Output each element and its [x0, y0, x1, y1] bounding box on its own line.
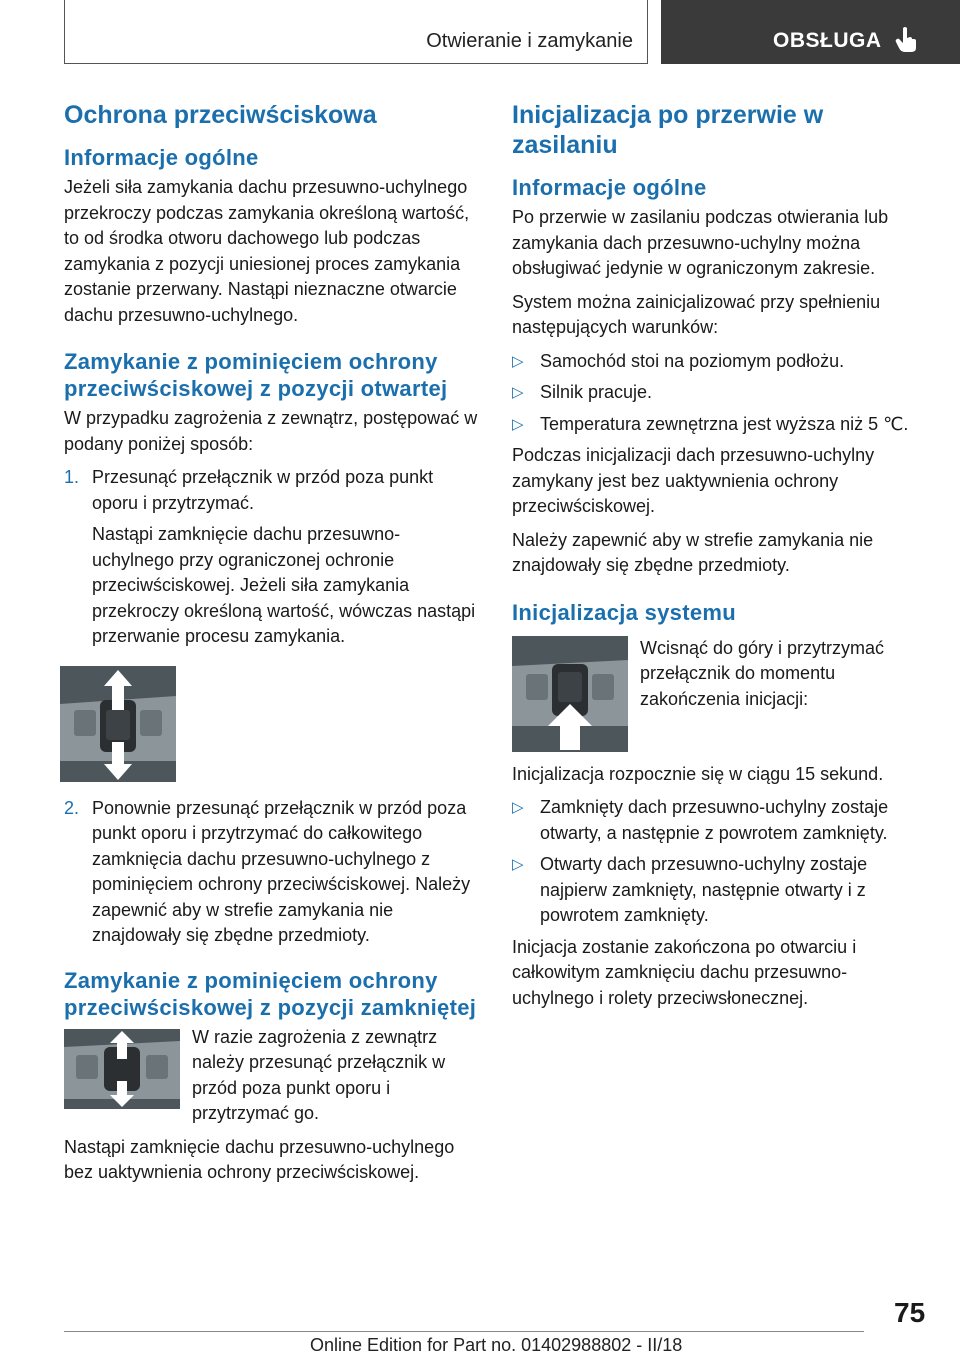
condition-item: ▷ Temperatura zewnętrzna jest wyższa niż 5 ℃. [512, 412, 928, 438]
bullet-triangle-icon: ▷ [512, 799, 524, 816]
switch-photo-closed [64, 1029, 180, 1109]
steps-list-2 [64, 796, 480, 949]
step-number: 2. [64, 797, 80, 818]
result-item: ▷ Zamknięty dach przesuwno-uchylny zostaje otwarty, a następnie z powrotem zamknięty. [512, 797, 889, 843]
result-item: ▷ Otwarty dach przesuwno-uchylny zostaje najpierw zamknięty, następnie otwarty i z powrotem zamknięty. [512, 854, 868, 925]
system-init-instruction: Wcisnąć do góry i przytrzymać przełącznik do momentu zakończenia inicjacji: [640, 637, 885, 709]
step-item [64, 465, 480, 650]
steps-list [64, 465, 480, 650]
step-item [64, 796, 480, 949]
initialization-note: Podczas inicjalizacji dach przesuwno-uchylny zamykany jest bez uaktywnienia ochrony przeciwściskowej. [512, 445, 875, 516]
power-loss-text: Po przerwie w zasilaniu podczas otwierania lub zamykania dach przesuwno-uchylny można obsługiwać jedynie w ograniczonym zakresie. [512, 207, 889, 278]
page-number: 75 [894, 1297, 926, 1328]
hand-pointer-icon [891, 24, 921, 54]
step2-text: Ponownie przesunąć przełącznik w przód poza punkt oporu i przytrzymać do całkowitego zamknięcia dachu przesuwno-uchylnego z pominięciem ochrony przeciwściskowej. Należy zapewnić aby w strefie zamykania nie znajdowały się zbędne przedmioty. [92, 797, 471, 945]
safety-note: Należy zapewnić aby w strefie zamykania nie znajdowały się zbędne przedmioty. [512, 529, 874, 575]
footer-rule [64, 1331, 864, 1332]
chapter-tab [661, 0, 960, 64]
general-info-text: Jeżeli siła zamykania dachu przesuwno-uchylnego przekroczy podczas zamykania określoną wartość, to od środka otworu dachowego lub podczas zamykania z pozycji uniesionej proces zamykania zostanie przerwany. Nastąpi nieznaczne otwarcie dachu przesuwno-uchylnego. [64, 177, 470, 325]
bullet-triangle-icon: ▷ [512, 856, 524, 873]
section-title-initialization: Inicjalizacja po przerwie w zasilaniu [512, 101, 824, 159]
footer-edition: Online Edition for Part no. 01402988802 - II/18 [310, 1335, 683, 1355]
init-start-note: Inicjalizacja rozpocznie się w ciągu 15 sekund. [512, 763, 884, 784]
step-number: 1. [64, 467, 80, 487]
left-column [64, 100, 480, 1194]
conditions-intro: System można zainicjalizować przy spełnieniu następujących warunków: [512, 291, 881, 337]
condition-item: ▷ Silnik pracuje. [512, 380, 928, 406]
heading-general-info: Informacje ogólne [64, 145, 259, 170]
close-from-closed-result: Nastąpi zamknięcie dachu przesuwno-uchylnego bez uaktywnienia ochrony przeciwściskowej. [64, 1136, 455, 1182]
heading-close-from-closed: Zamykanie z pominięciem ochrony przeciwściskowej z pozycji zamkniętej [64, 967, 477, 1020]
switch-photo-forward [60, 666, 176, 782]
results-list [512, 795, 928, 929]
switch-photo-up [512, 636, 628, 752]
section-title-anti-trap: Ochrona przeciwściskowa [64, 101, 377, 129]
bullet-triangle-icon: ▷ [512, 384, 524, 401]
close-from-open-intro: W przypadku zagrożenia z zewnątrz, postępować w podany poniżej sposób: [64, 408, 478, 454]
bullet-triangle-icon: ▷ [512, 352, 524, 370]
condition-item: ▷ Samochód stoi na poziomym podłożu. [512, 349, 928, 375]
close-from-closed-text: W razie zagrożenia z zewnątrz należy przesunąć przełącznik w przód poza punkt oporu i przytrzymać go. [192, 1026, 446, 1123]
init-complete-note: Inicjacja zostanie zakończona po otwarciu i całkowitym zamknięciu dachu przesuwno-uchylnego i rolety przeciwsłonecznej. [512, 936, 857, 1008]
step1-text: Przesunąć przełącznik w przód poza punkt oporu i przytrzymać. [92, 467, 434, 513]
step1-result: Nastąpi zamknięcie dachu przesuwno-uchylnego przy ograniczonej ochronie przeciwściskowej. Jeżeli siła zamykania przekroczy określoną wartość, wówczas nastąpi przerwanie procesu zamykania. [92, 524, 476, 646]
heading-general-info-2: Informacje ogólne [512, 175, 707, 200]
heading-close-from-open: Zamykanie z pominięciem ochrony przeciwściskowej z pozycji otwartej [64, 349, 448, 401]
header-section-title: Otwieranie i zamykanie [426, 30, 633, 52]
heading-system-init: Inicjalizacja systemu [512, 599, 736, 625]
right-column [512, 100, 928, 1019]
header-section-box [64, 0, 648, 64]
bullet-triangle-icon: ▷ [512, 415, 524, 433]
conditions-list [512, 349, 928, 438]
chapter-tab-label: OBSŁUGA [773, 29, 882, 52]
